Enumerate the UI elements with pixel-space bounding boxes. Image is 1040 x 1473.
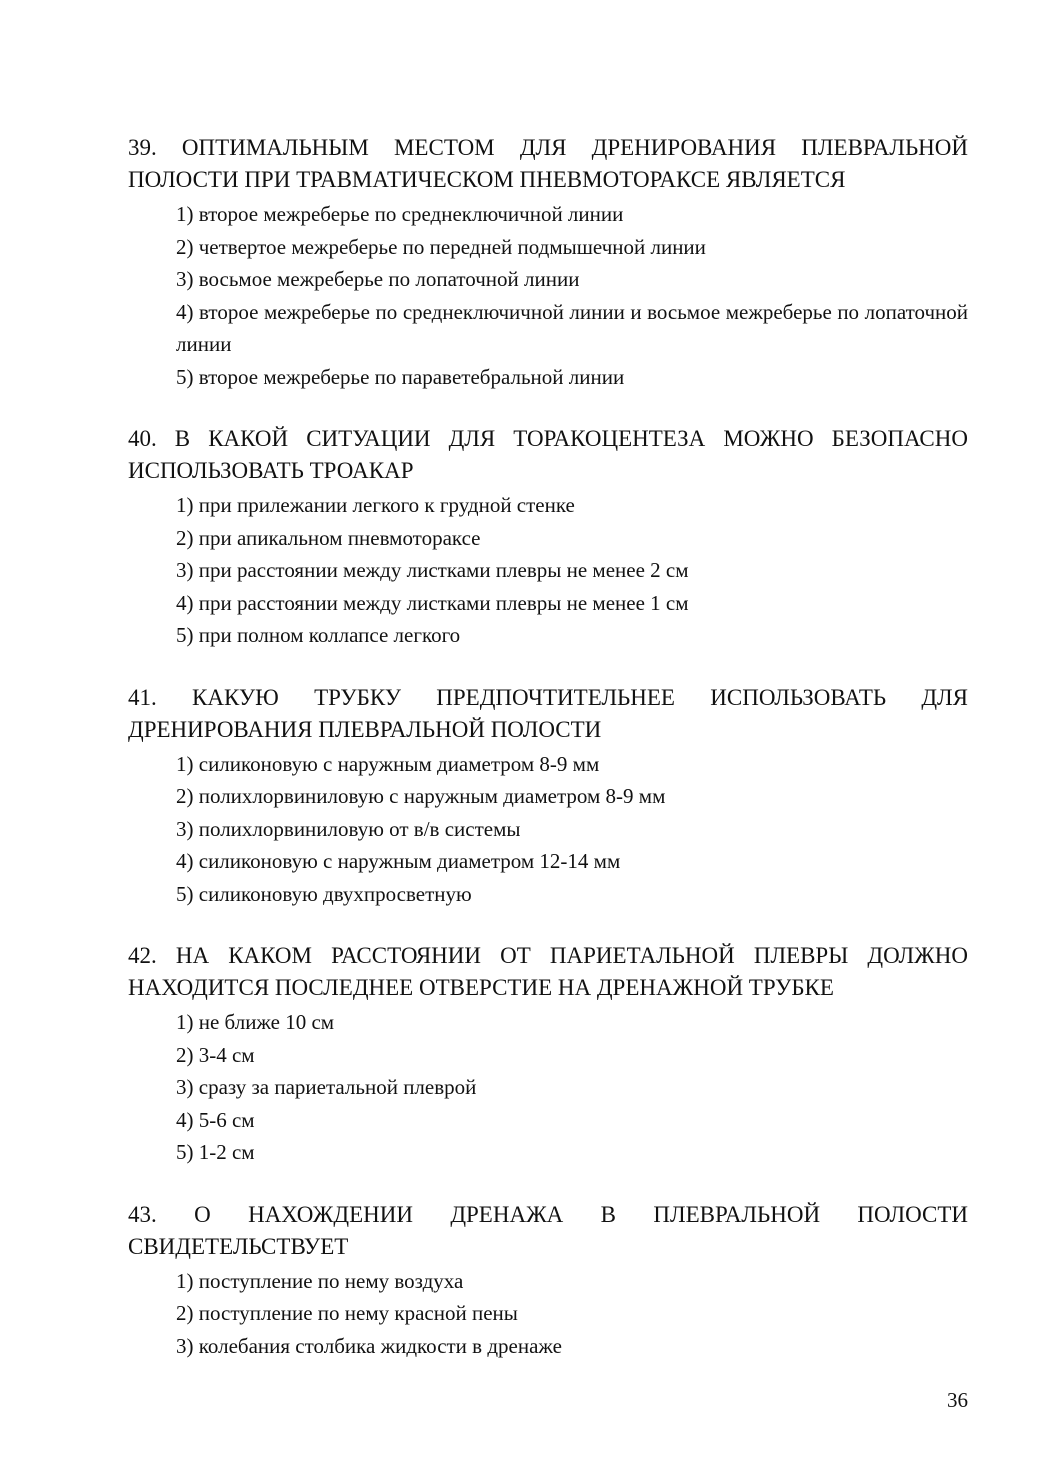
question-41: [128, 682, 968, 911]
answer-list: [128, 1006, 968, 1169]
question-text: 39. ОПТИМАЛЬНЫМ МЕСТОМ ДЛЯ ДРЕНИРОВАНИЯ ПЛЕВРАЛЬНОЙ ПОЛОСТИ ПРИ ТРАВМАТИЧЕСКОМ ПНЕВМОТОРАКСЕ ЯВЛЯЕТСЯ: [128, 135, 968, 192]
answer-option: 2) 3-4 см: [176, 1042, 255, 1067]
question-42: [128, 940, 968, 1169]
question-text: 41. КАКУЮ ТРУБКУ ПРЕДПОЧТИТЕЛЬНЕЕ ИСПОЛЬЗОВАТЬ ДЛЯ ДРЕНИРОВАНИЯ ПЛЕВРАЛЬНОЙ ПОЛОСТИ: [128, 684, 968, 742]
answer-option: 2) при апикальном пневмотораксе: [176, 525, 481, 550]
answer-option: 4) при расстоянии между листками плевры не менее 1 см: [176, 590, 689, 615]
page-number: 36: [947, 1388, 968, 1412]
answer-option: 1) силиконовую с наружным диаметром 8-9 мм: [176, 751, 600, 776]
question-text: 43. О НАХОЖДЕНИИ ДРЕНАЖА В ПЛЕВРАЛЬНОЙ ПОЛОСТИ СВИДЕТЕЛЬСТВУЕТ: [128, 1201, 968, 1259]
answer-option: 3) при расстоянии между листками плевры не менее 2 см: [176, 558, 689, 582]
answer-option: 5) при полном коллапсе легкого: [176, 623, 461, 647]
answer-option: 5) второе межреберье по паравeтебральной линии: [176, 364, 625, 389]
answer-option: 1) поступление по нему воздуха: [176, 1268, 464, 1293]
answer-option: 3) восьмое межреберье по лопаточной линии: [176, 267, 580, 291]
answer-list: [128, 1265, 968, 1363]
answer-option: 1) не ближе 10 см: [176, 1010, 335, 1034]
document-page: [128, 132, 968, 1392]
answer-list: [128, 748, 968, 911]
answer-option: 4) силиконовую с наружным диаметром 12-14 мм: [176, 849, 621, 873]
answer-list: [128, 198, 968, 393]
answer-option: 1) второе межреберье по среднеключичной линии: [176, 202, 624, 226]
answer-option: 3) сразу за париетальной плеврой: [176, 1075, 477, 1099]
question-39: [128, 132, 968, 393]
question-40: [128, 423, 968, 652]
answer-option: 5) силиконовую двухпросветную: [176, 881, 472, 906]
answer-option: 2) поступление по нему красной пены: [176, 1301, 518, 1325]
answer-option: 3) полихлорвиниловую от в/в системы: [176, 816, 521, 841]
answer-option: 2) полихлорвиниловую с наружным диаметром 8-9 мм: [176, 784, 666, 808]
answer-option: 4) 5-6 см: [176, 1107, 255, 1132]
answer-option: 2) четвертое межреберье по передней подмышечной линии: [176, 234, 706, 259]
question-text: 42. НА КАКОМ РАССТОЯНИИ ОТ ПАРИЕТАЛЬНОЙ ПЛЕВРЫ ДОЛЖНО НАХОДИТСЯ ПОСЛЕДНЕЕ ОТВЕРСТИЕ НА ДРЕНАЖНОЙ ТРУБКЕ: [128, 943, 968, 1000]
answer-option: 1) при прилежании легкого к грудной стенке: [176, 493, 575, 517]
answer-list: [128, 489, 968, 652]
answer-option: 4) второе межреберье по среднеключичной линии и восьмое межреберье по лопаточной линии: [176, 299, 968, 356]
answer-option: 5) 1-2 см: [176, 1140, 255, 1164]
question-43: [128, 1199, 968, 1363]
question-text: 40. В КАКОЙ СИТУАЦИИ ДЛЯ ТОРАКОЦЕНТЕЗА МОЖНО БЕЗОПАСНО ИСПОЛЬЗОВАТЬ ТРОАКАР: [128, 426, 968, 483]
answer-option: 3) колебания столбика жидкости в дренаже: [176, 1333, 562, 1358]
